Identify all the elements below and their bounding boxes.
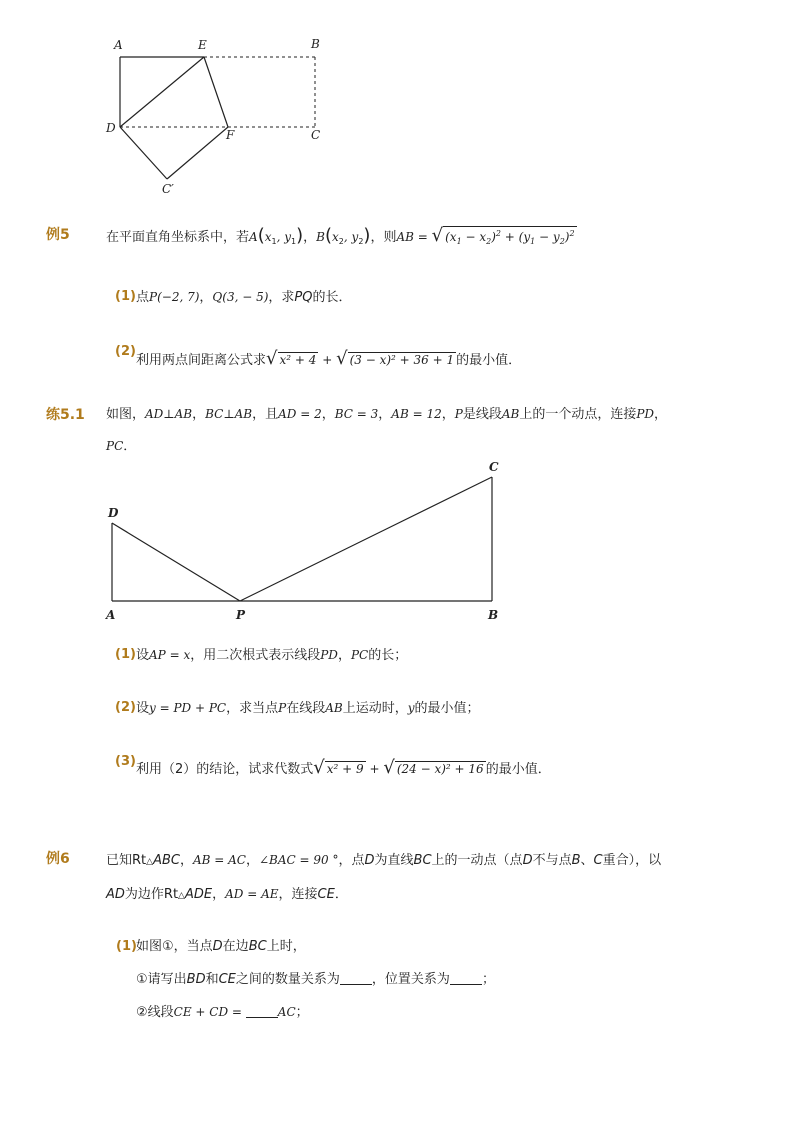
ex6-q1-sub2: ②线段CE + CD = AC； — [136, 1005, 309, 1020]
ex51-q3-label: (3) — [115, 754, 136, 769]
seg-PC — [240, 477, 492, 601]
point-label-C: C — [489, 460, 499, 474]
answer-blank-position[interactable] — [450, 972, 482, 985]
ex5-q1: 点P(−2, 7)，Q(3, − 5)，求PQ的长． — [136, 290, 352, 305]
point-label-D: D — [106, 121, 116, 135]
point-label-P: P — [236, 608, 246, 622]
ex6-line1: 已知Rt△ABC，AB = AC，∠BAC = 90 °，点D为直线BC上的一动点（点D不与点B、C重合），以 — [106, 853, 662, 868]
distance-formula-radical: $(x_1 - x_2)^2 + (y_1 - y_2)^2$ — [443, 226, 576, 249]
point-label-A: A — [114, 38, 123, 52]
ex51-line1: 如图，AD⊥AB，BC⊥AB，且AD = 2，BC = 3，AB = 12，P是线段AB上的一个动点，连接PD， — [106, 407, 668, 422]
seg-EF — [204, 57, 228, 127]
point-label-B: B — [488, 608, 499, 622]
answer-blank-ratio[interactable] — [246, 1005, 278, 1018]
point-label-A: A — [106, 608, 116, 622]
ex51-q1: 设AP = x，用二次根式表示线段PD，PC的长； — [136, 648, 408, 663]
ex51-q2-label: (2) — [115, 700, 136, 715]
figure-rectangle-fold — [100, 35, 340, 205]
seg-DE — [120, 57, 204, 127]
example-label-5: 例5 — [46, 227, 70, 243]
point-label-D: D — [108, 506, 119, 520]
practice-label-5-1: 练5.1 — [46, 407, 85, 423]
seg-C'F — [167, 127, 228, 179]
ex6-q1-label: (1) — [116, 939, 137, 954]
answer-blank-quantity[interactable] — [340, 972, 372, 985]
ex51-q3: 利用（2）的结论，试求代数式√ x² + 9 + √ (24 − x)² + 16 的最小值． — [136, 757, 551, 778]
figure-broken-line-dpc — [100, 455, 520, 625]
ex5-q2-label: (2) — [115, 344, 136, 359]
point-label-E: E — [198, 38, 207, 52]
ex5-stem: 在平面直角坐标系中，若$A(x_1$, $y_1$)，$B(x_2$, $y_2$)，则AB = √ $(x_1 - x_2)^2 + (y_1 - y_2)^2$ — [106, 226, 577, 252]
point-label-B: B — [311, 37, 320, 51]
ex51-q1-label: (1) — [115, 647, 136, 662]
ex5-q1-label: (1) — [115, 289, 136, 304]
point-label-C: C — [311, 128, 321, 142]
seg-DP — [112, 523, 240, 601]
example-label-6: 例6 — [46, 851, 70, 867]
ex6-q1: 如图①，当点D在边BC上时， — [136, 939, 306, 954]
ex51-line2: PC． — [106, 439, 137, 454]
ex5-q2: 利用两点间距离公式求√ x² + 4 + √ (3 − x)² + 36 + 1 的最小值． — [136, 348, 522, 369]
ex6-line2: AD为边作Rt△ADE，AD = AE，连接CE． — [106, 887, 348, 902]
seg-DC' — [120, 127, 167, 179]
point-label-C-prime: C′ — [162, 182, 174, 196]
point-label-F: F — [226, 128, 235, 142]
ex6-q1-sub1: ①请写出BD和CE之间的数量关系为 ，位置关系为 ； — [136, 972, 495, 987]
ex51-q2: 设y = PD + PC，求当点P在线段AB上运动时，y的最小值； — [136, 701, 480, 716]
